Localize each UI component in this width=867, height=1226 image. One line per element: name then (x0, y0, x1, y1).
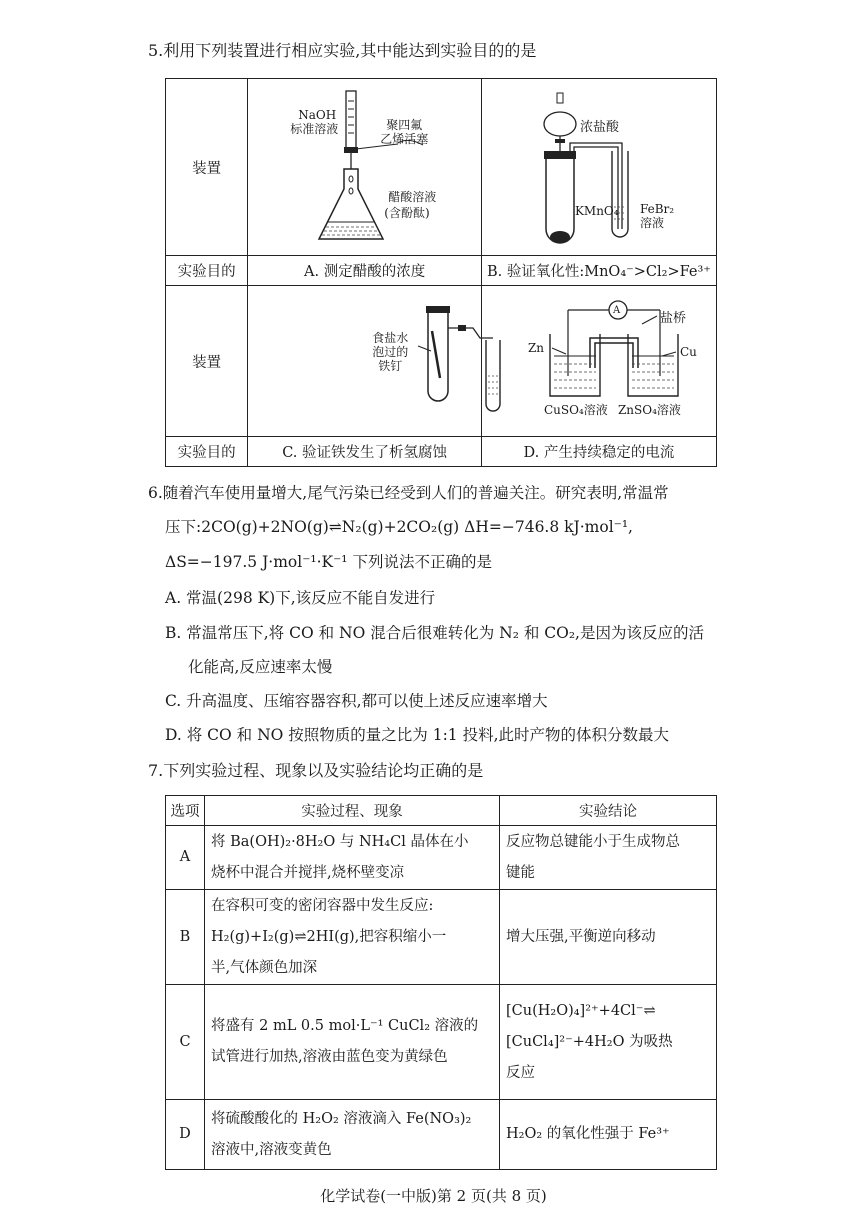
q5-purpose-a: A. 测定醋酸的浓度 (248, 256, 482, 286)
conclusion-line: 反应物总键能小于生成物总 (506, 833, 680, 850)
q7-row-c-conclusion (500, 985, 717, 1100)
q7-row-c-process (205, 985, 500, 1100)
q7-title: 7.下列实验过程、现象以及实验结论均正确的是 (148, 761, 484, 780)
q7-header-process: 实验过程、现象 (205, 796, 500, 826)
conclusion-line: [Cu(H₂O)₄]²⁺+4Cl⁻⇌ (506, 1002, 656, 1019)
q7-row-d-process (205, 1100, 500, 1170)
q5-table (165, 78, 717, 467)
conclusion-line: 增大压强,平衡逆向移动 (506, 928, 656, 945)
label-phenolphthalein: (含酚酞) (384, 206, 430, 220)
q6-option-a: A. 常温(298 K)下,该反应不能自发进行 (165, 589, 436, 607)
table-row (166, 826, 717, 890)
q5-purpose-b: B. 验证氧化性:MnO₄⁻>Cl₂>Fe³⁺ (481, 256, 716, 286)
label-iron-nail: 铁钉 (378, 359, 403, 373)
q5-row-label-purpose-2: 实验目的 (166, 437, 248, 467)
label-standard-solution: 标准溶液 (290, 122, 339, 136)
conclusion-line: 反应 (506, 1064, 535, 1081)
process-line: 半,气体颜色加深 (211, 959, 318, 976)
process-line: 试管进行加热,溶液由蓝色变为黄绿色 (211, 1049, 448, 1065)
label-soaked: 泡过的 (372, 345, 409, 359)
q7-header-conclusion: 实验结论 (500, 796, 717, 826)
q6-option-b-cont: 化能高,反应速率太慢 (188, 658, 333, 676)
q7-row-a-option: A (166, 826, 205, 890)
q5-purpose-c: C. 验证铁发生了析氢腐蚀 (248, 437, 482, 467)
conclusion-line: H₂O₂ 的氧化性强于 Fe³⁺ (506, 1126, 670, 1142)
q7-row-b-process (205, 890, 500, 985)
q6-option-c: C. 升高温度、压缩容器容积,都可以使上述反应速率增大 (165, 692, 548, 710)
q7-row-b-option: B (166, 890, 205, 985)
page-footer: 化学试卷(一中版)第 2 页(共 8 页) (320, 1187, 547, 1205)
process-line: 将 Ba(OH)₂·8H₂O 与 NH₄Cl 晶体在小 (211, 833, 469, 850)
process-line: 溶液中,溶液变黄色 (211, 1141, 332, 1158)
conclusion-line: 键能 (506, 864, 535, 881)
q7-table (165, 795, 717, 1170)
q5-row-label-apparatus-1: 装置 (166, 79, 248, 256)
q7-header-option: 选项 (166, 796, 205, 826)
q5-row-label-apparatus-2: 装置 (166, 286, 248, 437)
q7-row-b-conclusion (500, 890, 717, 985)
galvanic-cell-diagram (482, 286, 738, 436)
table-row (166, 890, 717, 985)
q5-row-label-purpose-1: 实验目的 (166, 256, 248, 286)
q5-apparatus-c (248, 286, 482, 437)
chlorine-generation-apparatus-diagram (482, 79, 738, 255)
q5-apparatus-d (481, 286, 716, 437)
q7-row-a-process (205, 826, 500, 890)
process-line: 将硫酸酸化的 H₂O₂ 溶液滴入 Fe(NO₃)₂ (211, 1110, 472, 1127)
table-row (166, 985, 717, 1100)
label-salt-water: 食盐水 (372, 331, 409, 345)
q6-line-2: 压下:2CO(g)+2NO(g)⇌N₂(g)+2CO₂(g) ΔH=−746.8 kJ·mol⁻¹, (165, 518, 633, 536)
q5-purpose-d: D. 产生持续稳定的电流 (481, 437, 716, 467)
label-cuso4: CuSO₄溶液 (543, 403, 608, 417)
label-salt-bridge: 盐桥 (659, 311, 686, 326)
q7-row-d-option: D (166, 1100, 205, 1170)
q6-option-d: D. 将 CO 和 NO 按照物质的量之比为 1:1 投料,此时产物的体积分数最大 (165, 726, 670, 744)
process-line: H₂(g)+I₂(g)⇌2HI(g),把容积缩小一 (211, 928, 447, 945)
label-zn: Zn (527, 341, 545, 355)
label-stopcock: 乙烯活塞 (380, 132, 429, 146)
label-kmno4: KMnO₄ (574, 204, 619, 218)
process-line: 烧杯中混合并搅拌,烧杯壁变凉 (211, 864, 405, 881)
process-line: 在容积可变的密闭容器中发生反应: (211, 897, 434, 914)
q5-apparatus-a (248, 79, 482, 256)
q5-title: 5.利用下列装置进行相应实验,其中能达到实验目的的是 (148, 41, 537, 60)
label-znso4: ZnSO₄溶液 (617, 403, 681, 417)
q6-option-b: B. 常温常压下,将 CO 和 NO 混合后很难转化为 N₂ 和 CO₂,是因为该反应的活 (165, 624, 704, 642)
q7-row-a-conclusion (500, 826, 717, 890)
q6-line-3: ΔS=−197.5 J·mol⁻¹·K⁻¹ 下列说法不正确的是 (165, 553, 492, 571)
q6-line-1: 6.随着汽车使用量增大,尾气污染已经受到人们的普遍关注。研究表明,常温常 (148, 484, 669, 502)
q7-row-c-option: C (166, 985, 205, 1100)
label-solution: 溶液 (639, 216, 664, 230)
q5-apparatus-b (481, 79, 716, 256)
conclusion-line: [CuCl₄]²⁻+4H₂O 为吸热 (506, 1033, 673, 1050)
q7-row-d-conclusion (500, 1100, 717, 1170)
label-conc-hcl: 浓盐酸 (579, 120, 619, 135)
ammeter-label: A (612, 305, 621, 316)
label-naoh: NaOH (298, 108, 337, 122)
process-line: 将盛有 2 mL 0.5 mol·L⁻¹ CuCl₂ 溶液的 (211, 1018, 479, 1034)
label-cu: Cu (679, 345, 697, 359)
table-row (166, 1100, 717, 1170)
label-febr2: FeBr₂ (639, 202, 675, 216)
label-ptfe: 聚四氟 (386, 118, 423, 132)
label-acetic-acid: 醋酸溶液 (388, 190, 437, 204)
